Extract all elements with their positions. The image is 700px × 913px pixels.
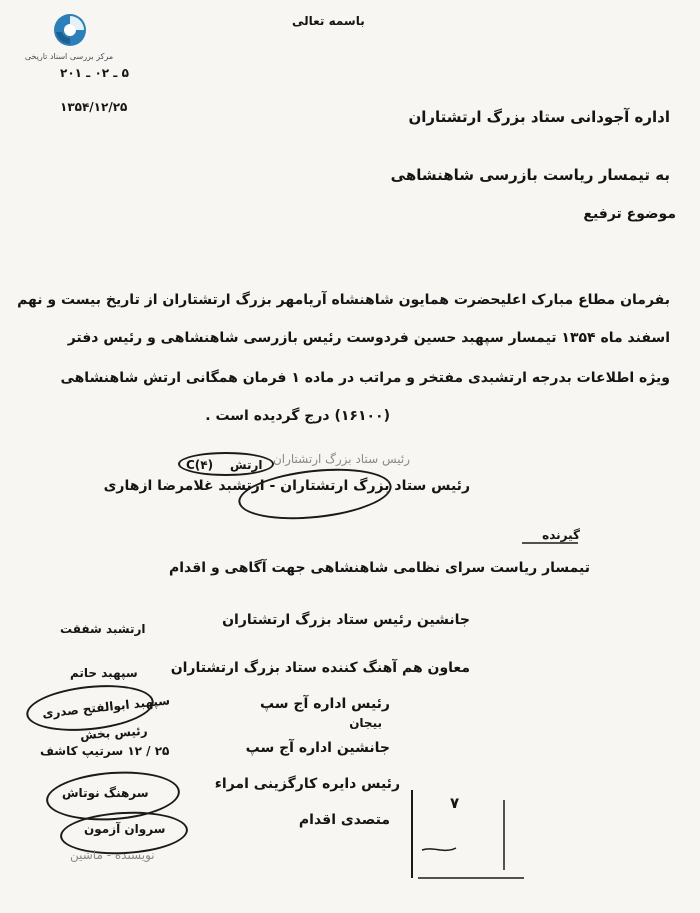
handwritten-sig-4: سرهنگ نوتاش bbox=[62, 786, 149, 800]
recipients-heading: گیرنده bbox=[542, 528, 580, 542]
recipient-title-5: رئیس دایره کارگزینی امراء bbox=[214, 776, 400, 792]
handwritten-sig-2: رئیس بخش bbox=[79, 723, 148, 743]
basmala: باسمه تعالی bbox=[292, 14, 365, 28]
recipient-title-1: جانشین رئیس ستاد بزرگ ارتشتاران bbox=[222, 612, 470, 628]
recipient-name-1: ارتشبد شفقت bbox=[60, 622, 146, 636]
body-line-4: (۱۶۱۰۰) درج گردیده است . bbox=[205, 408, 390, 424]
document-date: ۱۳۵۴/۱۲/۲۵ bbox=[60, 100, 128, 114]
body-line-1: بفرمان مطاع مبارک اعلیحضرت همایون شاهنشاه آریامهر بزرگ ارتشتاران از تاریخ بیست و نهم bbox=[17, 292, 670, 308]
body-line-2: اسفند ماه ۱۳۵۴ تیمسار سپهبد حسین فردوست رئیس بازرسی شاهنشاهی و رئیس دفتر bbox=[67, 330, 670, 346]
recipient-primary: تیمسار ریاست سرای نظامی شاهنشاهی جهت آگاهی و اقدام bbox=[168, 560, 590, 576]
subject-line: موضوع ترفیع bbox=[583, 206, 676, 222]
recipient-title-6: متصدی اقدام bbox=[298, 812, 390, 828]
heading-underline bbox=[520, 540, 580, 546]
handwritten-sig-3: ۲۵ / ۱۲ سرتیپ کاشف bbox=[40, 744, 170, 758]
margin-marks bbox=[404, 790, 534, 880]
handwritten-bijan: بیجان bbox=[349, 716, 382, 730]
signature-title: رئیس ستاد بزرگ ارتشتاران - ارتشبد غلامرضا ازهاری bbox=[103, 478, 470, 494]
stamp-label: ارتش bbox=[230, 458, 263, 472]
body-line-3: ویژه اطلاعات بدرجه ارتشبدی مفتخر و مراتب در ماده ۱ فرمان همگانی ارتش شاهنشاهی bbox=[60, 370, 670, 386]
stamp-code: C(۴) bbox=[186, 458, 214, 472]
recipient-title-3: رئیس اداره آج سپ bbox=[259, 696, 390, 712]
handwritten-sig-5: سروان آزمون bbox=[84, 822, 166, 836]
to-line: به تیمسار ریاست بازرسی شاهنشاهی bbox=[390, 166, 670, 184]
handwritten-sig-1: سپهبد ابوالفتح صدری bbox=[41, 693, 171, 721]
handwritten-sig-6: نویسنده - ماشین bbox=[70, 848, 155, 862]
recipient-name-2: سپهبد حاتم bbox=[70, 666, 138, 680]
recipient-title-4: جانشین اداره آج سپ bbox=[245, 740, 390, 756]
archive-emblem-icon bbox=[52, 12, 88, 48]
recipient-title-2: معاون هم آهنگ کننده ستاد بزرگ ارتشتاران bbox=[170, 660, 470, 676]
archive-logo bbox=[14, 8, 124, 68]
faint-signature-line: رئیس ستاد بزرگ ارتشتاران bbox=[272, 452, 410, 466]
reference-number: ۵ ـ ۰۲ ـ ۲۰۱ bbox=[60, 66, 129, 80]
addressee: اداره آجودانی ستاد بزرگ ارتشتاران bbox=[408, 108, 670, 126]
stamp-oval bbox=[178, 452, 274, 476]
logo-caption: مرکز بررسی اسناد تاریخی bbox=[24, 52, 114, 61]
margin-number: ۷ bbox=[450, 794, 460, 812]
